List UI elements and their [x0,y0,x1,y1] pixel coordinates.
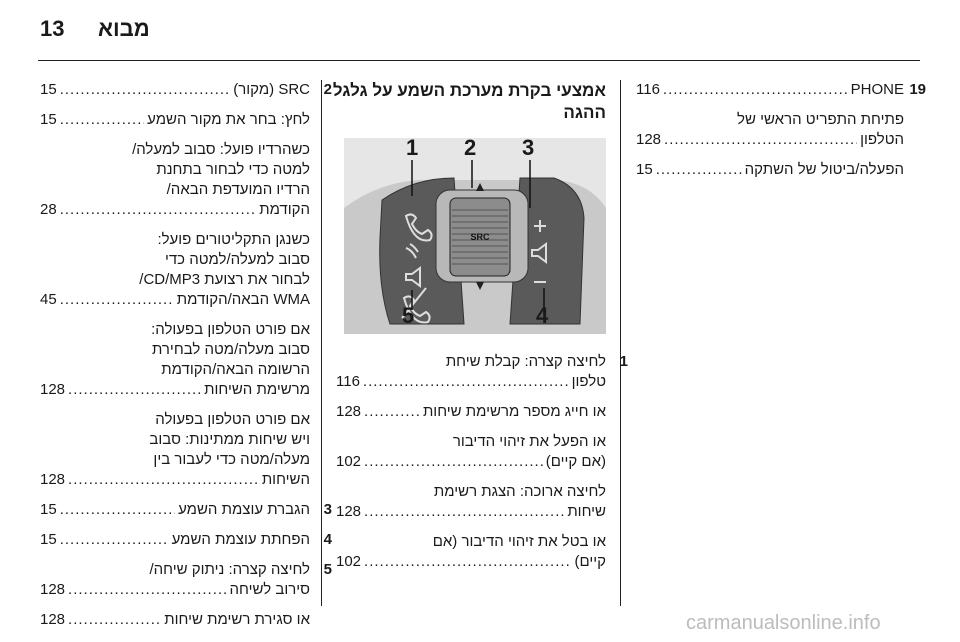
entry-text-line: סבוב למעלה/למטה כדי [164,251,310,268]
page-reference[interactable]: 45 [40,291,57,308]
entry-text-line: הטלפון [860,131,904,148]
entry-text-line: שיחות [567,503,606,520]
entry-text-line: ויש שיחות ממתינות: סבוב [149,431,310,448]
entry-text-line: אם פורט הטלפון בפעולה: [151,321,310,338]
dot-leader [60,200,257,220]
entry-text-line: הקודמת [259,201,310,218]
entry-text-line: או הפעל את זיהוי הדיבור [452,433,606,450]
index-entry [40,610,310,630]
dot-leader [60,500,175,520]
index-entry [40,410,310,490]
dot-leader [364,502,564,522]
index-entry [336,402,606,422]
callout-5: 5 [402,303,415,328]
entry-leader-line [336,552,606,572]
dot-leader [68,380,201,400]
entry-leader-line [336,502,606,522]
steering-wheel-controls-figure [344,138,606,334]
entry-leader-line [40,580,310,600]
entry-text-line: סבוב מעלה/מטה לבחירת [152,341,310,358]
entry-leader-line [636,130,904,150]
entry-number: 5 [323,561,332,578]
entry-text-line: SRC (מקור) [233,81,310,98]
entry-leader-line [40,470,310,490]
index-entry [636,80,926,100]
page-reference[interactable]: 102 [336,553,362,570]
page-reference[interactable]: 28 [40,201,57,218]
index-entry [336,482,606,522]
entry-leader-line [336,452,606,472]
dot-leader [68,580,226,600]
index-entry [40,560,332,600]
entry-leader-line [40,80,310,100]
page-reference[interactable]: 15 [40,501,57,518]
index-entry [40,110,310,130]
entry-leader-line [40,200,310,220]
dot-leader [60,80,231,100]
entry-text-line: או חייג מספר מרשימת שיחות [422,403,606,420]
entry-text-line: סירוב לשיחה [229,581,310,598]
watermark: carmanualsonline.info [686,612,881,634]
entry-text-line: כשנגן התקליטורים פועל: [157,231,310,248]
callout-1: 1 [406,138,419,160]
page-reference[interactable]: 128 [40,381,66,398]
entry-text-line: מרשימת השיחות [204,381,310,398]
entry-number: 3 [323,501,332,518]
index-entry [336,352,628,392]
dot-leader [60,110,144,130]
entry-text-line: (אם קיים) [545,453,606,470]
left-column [40,80,332,640]
dot-leader [364,402,420,422]
entry-text-line: הגברת עוצמת השמע [178,501,310,518]
entry-leader-line [40,610,310,630]
chapter-title: מבוא [98,16,150,41]
index-entry [636,160,904,180]
right-column [636,80,926,190]
entry-text-line: לחיצה קצרה: ניתוק שיחה/ [149,561,310,578]
page-reference[interactable]: 15 [40,81,57,98]
entry-text-line: WMA הבאה/הקודמת [176,291,310,308]
entry-text-line: טלפון [571,373,606,390]
entry-text-line: הרשומה הבאה/הקודמת [161,361,310,378]
section-title-line: ההגה [563,103,606,122]
entry-text-line: PHONE [850,81,904,98]
dot-leader [364,452,543,472]
index-entry [40,230,310,310]
page-reference[interactable]: 128 [636,131,662,148]
entry-number: 1 [619,353,628,370]
entry-text-line: השיחות [261,471,310,488]
callout-4: 4 [536,303,549,328]
page-reference[interactable]: 116 [336,373,360,390]
entry-leader-line [40,500,310,520]
entry-leader-line [40,290,310,310]
header-rule [38,60,920,61]
index-entry [336,432,606,472]
entry-text-line: כשהרדיו פועל: סבוב למעלה/ [132,141,310,158]
entry-leader-line [336,372,606,392]
index-entry [336,532,606,572]
page-reference[interactable]: 128 [336,403,362,420]
dot-leader [656,160,742,180]
dot-leader [60,290,174,310]
dot-leader [68,470,259,490]
entry-text-line: לחיצה קצרה: קבלת שיחת [445,353,606,370]
entry-text-line: פתיחת התפריט הראשי של [737,111,904,128]
entry-number: 4 [323,531,332,548]
column-divider-right [620,80,621,606]
dot-leader [60,530,169,550]
page-reference[interactable]: 128 [40,581,66,598]
entry-text-line: לחץ: בחר את מקור השמע [147,111,310,128]
page-header [0,0,960,62]
entry-leader-line [40,380,310,400]
entry-text-line: הרדיו המועדפת הבאה/ [166,181,310,198]
page-reference[interactable]: 15 [40,111,57,128]
index-entry [40,80,332,100]
page-reference[interactable]: 15 [40,531,57,548]
entry-text-line: קיים) [574,553,606,570]
callout-2: 2 [464,138,477,160]
page-number: 13 [40,16,65,41]
middle-column [332,80,628,582]
index-entry [40,530,332,550]
column-divider-left [321,80,322,606]
entry-number: 2 [323,81,332,98]
dot-leader [68,610,161,630]
page-reference[interactable]: 128 [336,503,362,520]
entry-text-line: לבחור את רצועת CD/MP3/ [139,271,310,288]
entry-text-line: או בטל את זיהוי הדיבור (אם [432,533,606,550]
page-reference[interactable]: 15 [636,161,653,178]
entry-leader-line [40,530,310,550]
entry-leader-line [336,402,606,422]
entry-leader-line [40,110,310,130]
dot-leader [363,372,569,392]
section-title-line: אמצעי בקרת מערכת השמע על גלגל [332,81,606,100]
section-title [332,80,606,124]
index-entry [40,320,310,400]
page-reference[interactable]: 102 [336,453,362,470]
entry-text-line: הפחתת עוצמת השמע [171,531,310,548]
page-reference[interactable]: 128 [40,471,66,488]
entry-leader-line [636,80,904,100]
entry-text-line: מעלה/מטה כדי לעבור בין [153,451,310,468]
entry-text-line: לחיצה ארוכה: הצגת רשימת [433,483,606,500]
entry-text-line: אם פורט הטלפון בפעולה [155,411,310,428]
entry-number: 19 [909,81,926,98]
entry-text-line: למטה כדי לבחור בתחנת [156,161,310,178]
entry-leader-line [636,160,904,180]
entry-text-line: או סגירת רשימת שיחות [164,611,310,628]
src-roller-label: SRC [470,232,490,242]
entry-text-line: הפעלה/ביטול של השתקה [744,161,904,178]
page-reference[interactable]: 128 [40,611,66,628]
dot-leader [664,130,857,150]
page-reference[interactable]: 116 [636,81,660,98]
index-entry [40,140,310,220]
middle-entries [336,352,628,572]
callout-3: 3 [522,138,535,160]
steering-wheel-illustration [344,138,606,334]
index-entry [40,500,332,520]
dot-leader [663,80,848,100]
index-entry [636,110,904,150]
dot-leader [364,552,571,572]
